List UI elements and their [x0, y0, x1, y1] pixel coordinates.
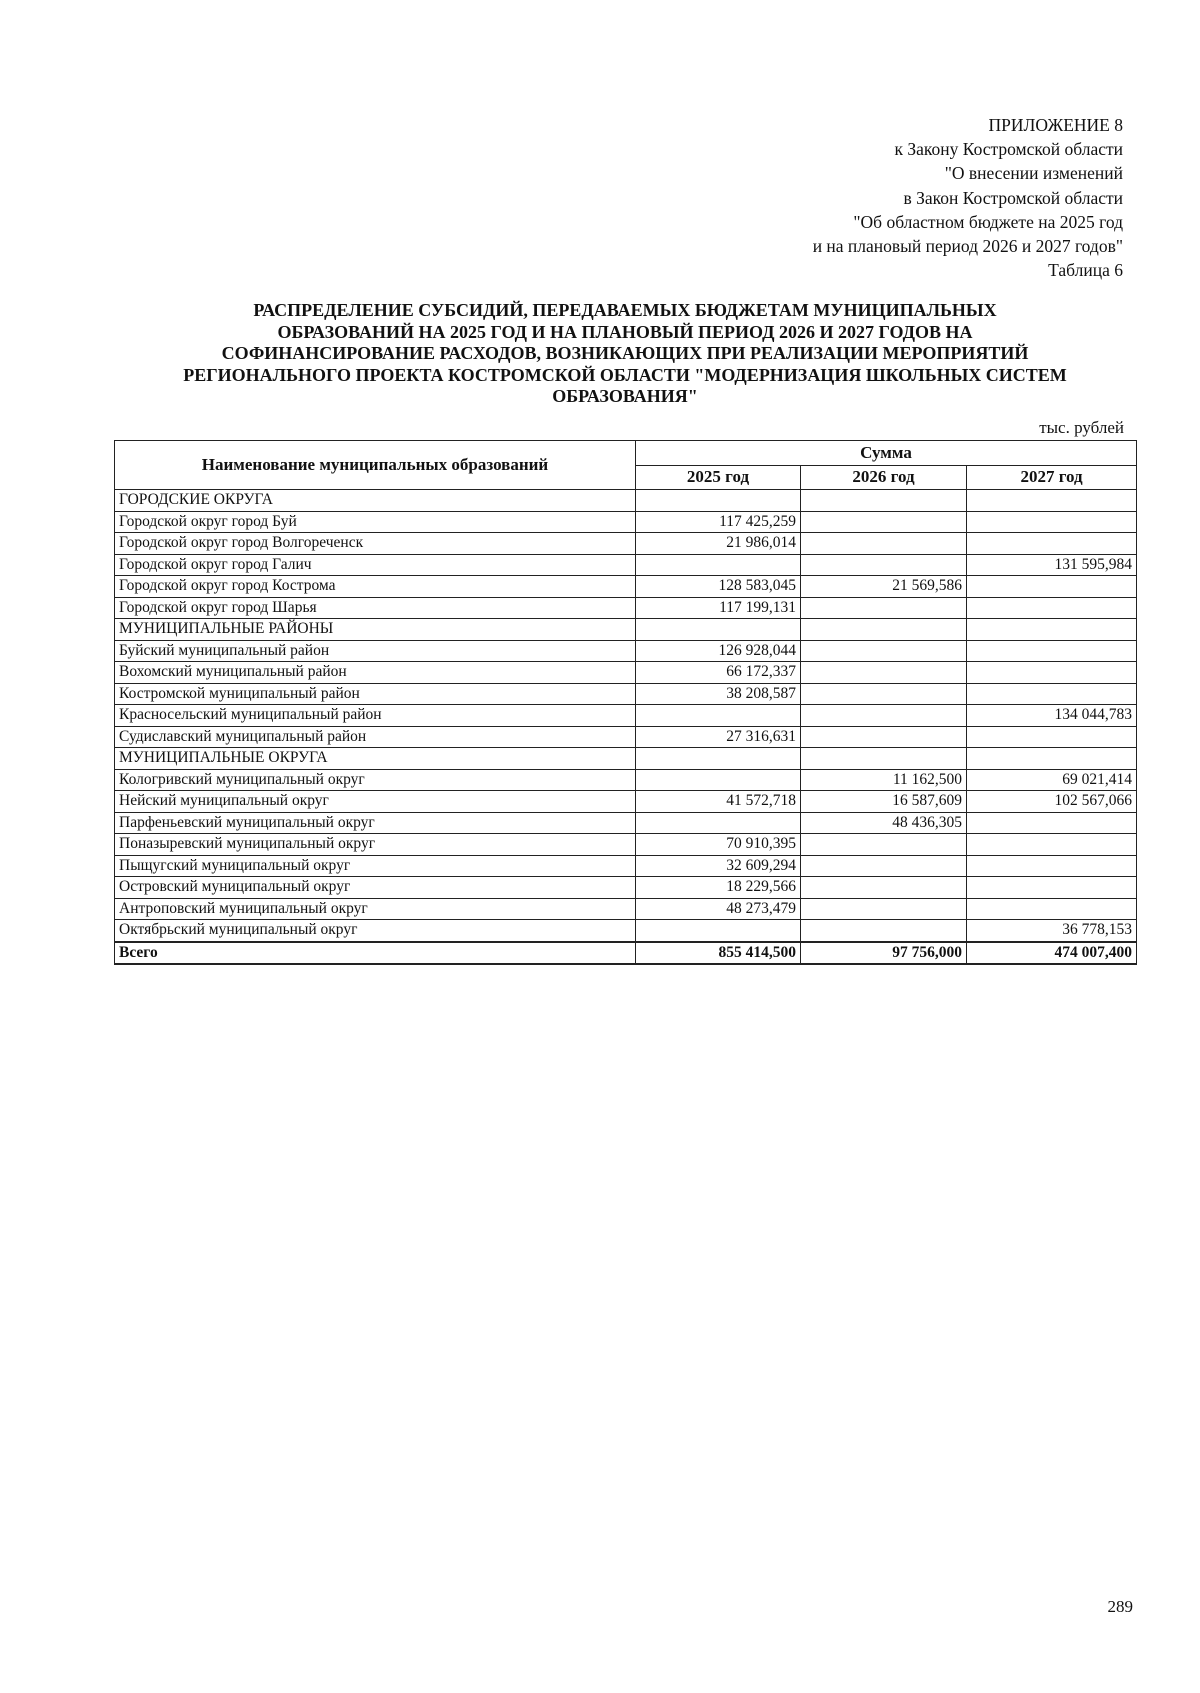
table-row: [115, 597, 1137, 619]
row-value-cell: [801, 726, 967, 748]
appendix-line: к Закону Костромской области: [894, 139, 1123, 160]
row-value-cell: [801, 748, 967, 770]
row-value-cell: 16 587,609: [801, 791, 967, 813]
row-value-cell: [967, 662, 1137, 684]
row-value-cell: 27 316,631: [636, 726, 801, 748]
row-value-cell: [636, 619, 801, 641]
title-line: РАСПРЕДЕЛЕНИЕ СУБСИДИЙ, ПЕРЕДАВАЕМЫХ БЮДЖЕТАМ МУНИЦИПАЛЬНЫХ: [253, 300, 997, 320]
table-row: [115, 920, 1137, 942]
total-value-cell: 474 007,400: [967, 942, 1137, 965]
row-name-cell: Парфеньевский муниципальный округ: [115, 812, 636, 834]
table-row: [115, 834, 1137, 856]
row-value-cell: 134 044,783: [967, 705, 1137, 727]
row-name-cell: Городской округ город Кострома: [115, 576, 636, 598]
appendix-line: в Закон Костромской области: [903, 187, 1123, 208]
row-name-cell: Кологривский муниципальный округ: [115, 769, 636, 791]
row-value-cell: 21 986,014: [636, 533, 801, 555]
header-year: 2025 год: [636, 465, 801, 490]
row-name-cell: Островский муниципальный округ: [115, 877, 636, 899]
row-value-cell: [801, 855, 967, 877]
row-value-cell: [967, 834, 1137, 856]
row-value-cell: [801, 533, 967, 555]
row-name-cell: ГОРОДСКИЕ ОКРУГА: [115, 490, 636, 512]
row-value-cell: [801, 683, 967, 705]
title-line: СОФИНАНСИРОВАНИЕ РАСХОДОВ, ВОЗНИКАЮЩИХ ПРИ РЕАЛИЗАЦИИ МЕРОПРИЯТИЙ: [221, 343, 1029, 363]
table-header-row: [115, 441, 1137, 466]
table-row: [115, 619, 1137, 641]
table-row: [115, 640, 1137, 662]
table-body: [115, 490, 1137, 965]
row-value-cell: [967, 533, 1137, 555]
row-name-cell: Пыщугский муниципальный округ: [115, 855, 636, 877]
row-value-cell: 41 572,718: [636, 791, 801, 813]
page-number: 289: [1107, 1597, 1133, 1616]
row-value-cell: 126 928,044: [636, 640, 801, 662]
row-value-cell: 69 021,414: [967, 769, 1137, 791]
row-value-cell: [967, 812, 1137, 834]
appendix-line: ПРИЛОЖЕНИЕ 8: [988, 115, 1123, 135]
row-name-cell: Городской округ город Волгореченск: [115, 533, 636, 555]
table-row: [115, 576, 1137, 598]
table-row: [115, 748, 1137, 770]
row-name-cell: МУНИЦИПАЛЬНЫЕ ОКРУГА: [115, 748, 636, 770]
table-row: [115, 511, 1137, 533]
table-row: [115, 769, 1137, 791]
row-name-cell: Нейский муниципальный округ: [115, 791, 636, 813]
row-name-cell: Костромской муниципальный район: [115, 683, 636, 705]
appendix-line: Таблица 6: [1048, 260, 1123, 281]
title-line: ОБРАЗОВАНИЙ НА 2025 ГОД И НА ПЛАНОВЫЙ ПЕРИОД 2026 И 2027 ГОДОВ НА: [277, 321, 973, 342]
total-value-cell: 97 756,000: [801, 942, 967, 965]
appendix-header: [813, 113, 1123, 282]
row-value-cell: [801, 834, 967, 856]
appendix-line: "Об областном бюджете на 2025 год: [853, 211, 1123, 232]
row-value-cell: [967, 597, 1137, 619]
row-value-cell: 66 172,337: [636, 662, 801, 684]
row-name-cell: Буйский муниципальный район: [115, 640, 636, 662]
row-value-cell: [967, 619, 1137, 641]
row-name-cell: Городской округ город Шарья: [115, 597, 636, 619]
row-value-cell: [636, 490, 801, 512]
row-value-cell: 48 273,479: [636, 898, 801, 920]
row-value-cell: [967, 490, 1137, 512]
row-value-cell: [636, 748, 801, 770]
row-value-cell: [967, 640, 1137, 662]
table-row: [115, 683, 1137, 705]
row-value-cell: 128 583,045: [636, 576, 801, 598]
row-value-cell: [967, 576, 1137, 598]
row-name-cell: Антроповский муниципальный округ: [115, 898, 636, 920]
table-row: [115, 726, 1137, 748]
row-name-cell: Октябрьский муниципальный округ: [115, 920, 636, 942]
table-row: [115, 877, 1137, 899]
row-name-cell: Вохомский муниципальный район: [115, 662, 636, 684]
row-value-cell: [967, 683, 1137, 705]
row-value-cell: [801, 920, 967, 942]
row-value-cell: 117 199,131: [636, 597, 801, 619]
row-value-cell: [967, 855, 1137, 877]
row-value-cell: 21 569,586: [801, 576, 967, 598]
row-value-cell: [967, 877, 1137, 899]
row-value-cell: [967, 511, 1137, 533]
title-line: РЕГИОНАЛЬНОГО ПРОЕКТА КОСТРОМСКОЙ ОБЛАСТИ "МОДЕРНИЗАЦИЯ ШКОЛЬНЫХ СИСТЕМ: [183, 364, 1067, 385]
row-value-cell: [967, 726, 1137, 748]
row-value-cell: 48 436,305: [801, 812, 967, 834]
row-value-cell: 11 162,500: [801, 769, 967, 791]
row-name-cell: Красносельский муниципальный район: [115, 705, 636, 727]
row-value-cell: 70 910,395: [636, 834, 801, 856]
row-value-cell: [636, 920, 801, 942]
table-row: [115, 705, 1137, 727]
row-value-cell: 117 425,259: [636, 511, 801, 533]
row-name-cell: Поназыревский муниципальный округ: [115, 834, 636, 856]
table-row: [115, 898, 1137, 920]
subsidy-table: [114, 440, 1137, 965]
row-value-cell: 18 229,566: [636, 877, 801, 899]
row-value-cell: [801, 640, 967, 662]
row-value-cell: [801, 898, 967, 920]
row-value-cell: 32 609,294: [636, 855, 801, 877]
row-name-cell: МУНИЦИПАЛЬНЫЕ РАЙОНЫ: [115, 619, 636, 641]
row-value-cell: [967, 898, 1137, 920]
header-name: Наименование муниципальных образований: [115, 441, 636, 490]
total-label-cell: Всего: [115, 942, 636, 965]
units-label: тыс. рублей: [1039, 418, 1124, 437]
table-row: [115, 855, 1137, 877]
row-value-cell: [801, 877, 967, 899]
row-name-cell: Городской округ город Буй: [115, 511, 636, 533]
row-value-cell: 131 595,984: [967, 554, 1137, 576]
header-year: 2027 год: [967, 465, 1137, 490]
document-title: [100, 300, 1150, 408]
row-name-cell: Судиславский муниципальный район: [115, 726, 636, 748]
row-value-cell: [801, 490, 967, 512]
table-total-row: [115, 942, 1137, 965]
row-value-cell: 38 208,587: [636, 683, 801, 705]
header-sum: Сумма: [636, 441, 1137, 466]
appendix-line: "О внесении изменений: [944, 163, 1123, 184]
row-value-cell: [801, 662, 967, 684]
appendix-line: и на плановый период 2026 и 2027 годов": [812, 236, 1123, 257]
row-value-cell: [636, 812, 801, 834]
row-value-cell: [801, 554, 967, 576]
row-value-cell: [801, 619, 967, 641]
row-value-cell: [636, 705, 801, 727]
title-line: ОБРАЗОВАНИЯ": [552, 386, 698, 406]
row-value-cell: [801, 511, 967, 533]
row-value-cell: [636, 769, 801, 791]
row-value-cell: [801, 705, 967, 727]
table-row: [115, 662, 1137, 684]
table-row: [115, 490, 1137, 512]
row-value-cell: [636, 554, 801, 576]
total-value-cell: 855 414,500: [636, 942, 801, 965]
table-row: [115, 791, 1137, 813]
table-row: [115, 533, 1137, 555]
table-row: [115, 812, 1137, 834]
row-value-cell: 36 778,153: [967, 920, 1137, 942]
table-row: [115, 554, 1137, 576]
row-value-cell: [801, 597, 967, 619]
row-value-cell: [967, 748, 1137, 770]
header-year: 2026 год: [801, 465, 967, 490]
row-name-cell: Городской округ город Галич: [115, 554, 636, 576]
row-value-cell: 102 567,066: [967, 791, 1137, 813]
